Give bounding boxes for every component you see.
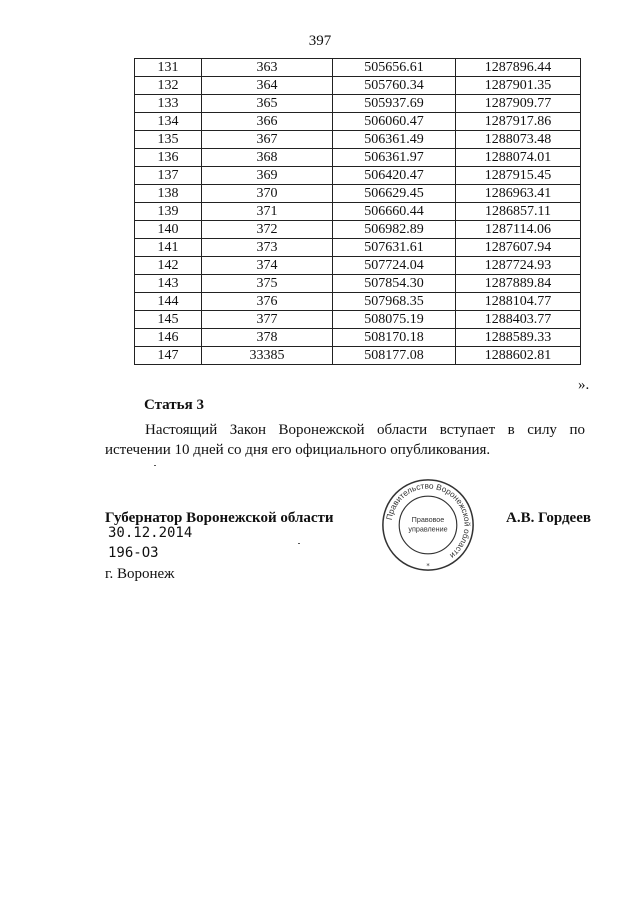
cell-x-coordinate: 506660.44 — [333, 203, 456, 221]
cell-index: 138 — [135, 185, 202, 203]
cell-index: 143 — [135, 275, 202, 293]
city: г. Воронеж — [105, 566, 175, 582]
coordinates-table-body — [135, 59, 581, 365]
coordinates-table — [134, 58, 581, 365]
scan-speck — [298, 543, 300, 544]
cell-point-number: 366 — [202, 113, 333, 131]
cell-point-number: 364 — [202, 77, 333, 95]
cell-x-coordinate: 506629.45 — [333, 185, 456, 203]
cell-x-coordinate: 506361.49 — [333, 131, 456, 149]
cell-index: 135 — [135, 131, 202, 149]
cell-point-number: 375 — [202, 275, 333, 293]
table-row — [135, 131, 581, 149]
cell-index: 132 — [135, 77, 202, 95]
table-row — [135, 59, 581, 77]
cell-x-coordinate: 506060.47 — [333, 113, 456, 131]
official-stamp-icon — [380, 477, 476, 573]
cell-point-number: 33385 — [202, 347, 333, 365]
cell-y-coordinate: 1288403.77 — [456, 311, 581, 329]
cell-y-coordinate: 1287889.84 — [456, 275, 581, 293]
table-row — [135, 149, 581, 167]
cell-y-coordinate: 1287909.77 — [456, 95, 581, 113]
cell-y-coordinate: 1288073.48 — [456, 131, 581, 149]
cell-x-coordinate: 505760.34 — [333, 77, 456, 95]
cell-index: 147 — [135, 347, 202, 365]
cell-point-number: 369 — [202, 167, 333, 185]
cell-y-coordinate: 1287896.44 — [456, 59, 581, 77]
cell-point-number: 377 — [202, 311, 333, 329]
cell-point-number: 376 — [202, 293, 333, 311]
cell-y-coordinate: 1287607.94 — [456, 239, 581, 257]
page-number: 397 — [308, 33, 332, 49]
scan-speck — [154, 465, 156, 466]
cell-point-number: 367 — [202, 131, 333, 149]
table-row — [135, 77, 581, 95]
table-row — [135, 95, 581, 113]
cell-index: 145 — [135, 311, 202, 329]
cell-x-coordinate: 508170.18 — [333, 329, 456, 347]
cell-y-coordinate: 1287114.06 — [456, 221, 581, 239]
table-row — [135, 221, 581, 239]
cell-x-coordinate: 505656.61 — [333, 59, 456, 77]
cell-index: 146 — [135, 329, 202, 347]
cell-x-coordinate: 507854.30 — [333, 275, 456, 293]
table-row — [135, 185, 581, 203]
cell-point-number: 363 — [202, 59, 333, 77]
cell-y-coordinate: 1288602.81 — [456, 347, 581, 365]
cell-point-number: 368 — [202, 149, 333, 167]
cell-x-coordinate: 505937.69 — [333, 95, 456, 113]
cell-y-coordinate: 1286963.41 — [456, 185, 581, 203]
cell-y-coordinate: 1286857.11 — [456, 203, 581, 221]
stamp-center-line1: Правовое — [411, 515, 445, 525]
cell-y-coordinate: 1287724.93 — [456, 257, 581, 275]
table-row — [135, 167, 581, 185]
table-row — [135, 347, 581, 365]
cell-index: 139 — [135, 203, 202, 221]
table-row — [135, 257, 581, 275]
cell-index: 144 — [135, 293, 202, 311]
cell-index: 140 — [135, 221, 202, 239]
article-heading: Статья 3 — [144, 397, 204, 413]
cell-y-coordinate: 1287917.86 — [456, 113, 581, 131]
cell-x-coordinate: 507631.61 — [333, 239, 456, 257]
cell-x-coordinate: 507968.35 — [333, 293, 456, 311]
cell-x-coordinate: 506420.47 — [333, 167, 456, 185]
table-row — [135, 239, 581, 257]
table-row — [135, 203, 581, 221]
cell-index: 136 — [135, 149, 202, 167]
cell-y-coordinate: 1288074.01 — [456, 149, 581, 167]
cell-y-coordinate: 1288104.77 — [456, 293, 581, 311]
cell-index: 142 — [135, 257, 202, 275]
cell-x-coordinate: 506361.97 — [333, 149, 456, 167]
governor-name: А.В. Гордеев — [506, 510, 591, 526]
table-row — [135, 293, 581, 311]
cell-index: 131 — [135, 59, 202, 77]
cell-x-coordinate: 507724.04 — [333, 257, 456, 275]
stamp-center-line2: управление — [408, 524, 448, 534]
cell-y-coordinate: 1287915.45 — [456, 167, 581, 185]
cell-point-number: 370 — [202, 185, 333, 203]
law-number: 196-ОЗ — [108, 545, 159, 561]
cell-index: 141 — [135, 239, 202, 257]
cell-x-coordinate: 508075.19 — [333, 311, 456, 329]
cell-index: 137 — [135, 167, 202, 185]
cell-index: 134 — [135, 113, 202, 131]
signing-date: 30.12.2014 — [108, 525, 193, 541]
cell-y-coordinate: 1287901.35 — [456, 77, 581, 95]
closing-quote: ». — [578, 377, 590, 393]
cell-point-number: 365 — [202, 95, 333, 113]
stamp-star-icon: * — [426, 562, 430, 571]
cell-point-number: 373 — [202, 239, 333, 257]
article-text: Настоящий Закон Воронежской области вступает в силу по истечении 10 дней со дня его официального опубликования. — [105, 422, 585, 458]
table-row — [135, 275, 581, 293]
cell-y-coordinate: 1288589.33 — [456, 329, 581, 347]
governor-title: Губернатор Воронежской области — [105, 510, 334, 526]
cell-point-number: 378 — [202, 329, 333, 347]
cell-point-number: 372 — [202, 221, 333, 239]
cell-index: 133 — [135, 95, 202, 113]
table-row — [135, 311, 581, 329]
cell-x-coordinate: 506982.89 — [333, 221, 456, 239]
cell-x-coordinate: 508177.08 — [333, 347, 456, 365]
stamp-ring-textpath: Правительство Воронежской области — [384, 481, 472, 561]
cell-point-number: 374 — [202, 257, 333, 275]
table-row — [135, 329, 581, 347]
table-row — [135, 113, 581, 131]
cell-point-number: 371 — [202, 203, 333, 221]
